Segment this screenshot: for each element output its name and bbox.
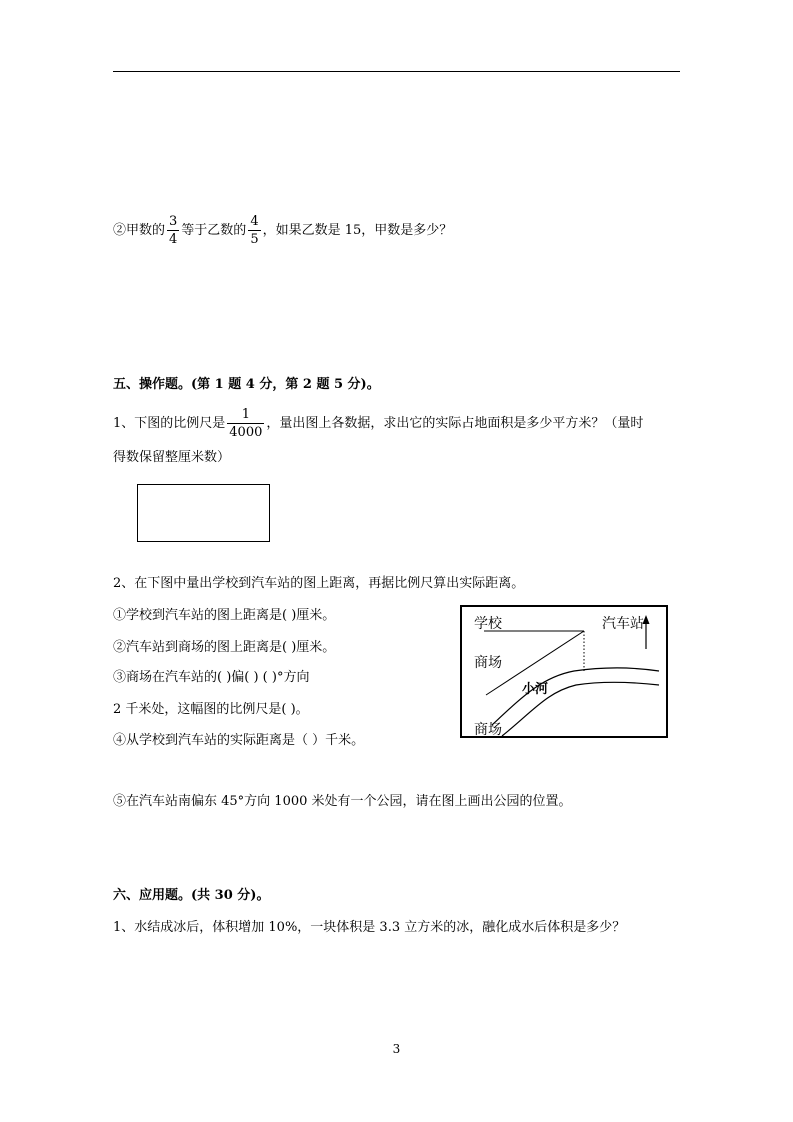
question-2 [113, 213, 452, 248]
problem-2-line-6: ⑤在汽车站南偏东 45°方向 1000 米处有一个公园，请在图上画出公园的位置。 [113, 794, 572, 809]
mall-bottom-label: 商场 [474, 722, 502, 736]
section-5-title: 五、操作题。(第 1 题 4 分，第 2 题 5 分)。 [113, 377, 380, 392]
fraction-numerator: 1 [241, 407, 250, 422]
problem-2-line-4: 2 千米处，这幅图的比例尺是( )。 [113, 702, 309, 717]
river-bank-upper [492, 668, 659, 725]
fraction-4-5 [248, 213, 260, 248]
section-5-problem-1-line2: 得数保留整厘米数） [113, 450, 231, 465]
section-5-problem-1 [113, 406, 643, 441]
section-6-title: 六、应用题。(共 30 分)。 [113, 888, 270, 903]
problem-2-line-3: ③商场在汽车站的( )偏( ) ( )°方向 [113, 670, 310, 685]
fraction-numerator: 3 [169, 214, 178, 229]
page-number: 3 [392, 1042, 401, 1056]
fraction-denominator: 5 [250, 232, 259, 247]
fraction-denominator: 4 [169, 232, 178, 247]
header-rule [113, 71, 680, 72]
bus-station-label: 汽车站 [602, 616, 644, 632]
q2-mid: 等于乙数的 [181, 223, 247, 238]
problem-2-line-5: ④从学校到汽车站的实际距离是（ ）千米。 [113, 733, 365, 748]
fraction-numerator: 4 [250, 214, 259, 229]
q2-prefix: ②甲数的 [113, 223, 166, 238]
school-label: 学校 [474, 616, 502, 632]
section-6-problem-1: 1、水结成冰后，体积增加 10%，一块体积是 3.3 立方米的冰，融化成水后体积是多少？ [113, 920, 626, 935]
problem-2-line-2: ②汽车站到商场的图上距离是( )厘米。 [113, 640, 336, 655]
problem-2-line-1: ①学校到汽车站的图上距离是( )厘米。 [113, 608, 336, 623]
map-svg [462, 607, 666, 736]
p1-prefix: 1、下图的比例尺是 [113, 416, 226, 431]
p1-suffix: ，量出图上各数据，求出它的实际占地面积是多少平方米？（量时 [266, 416, 644, 431]
scale-fraction [227, 406, 264, 441]
fraction-denominator: 4000 [229, 425, 263, 440]
q2-suffix: ，如果乙数是 15，甲数是多少？ [262, 223, 453, 238]
river-label: 小河 [522, 682, 549, 697]
section-5-problem-2-intro: 2、在下图中量出学校到汽车站的图上距离，再据比例尺算出实际距离。 [113, 576, 525, 591]
mall-label: 商场 [474, 655, 502, 671]
measure-rectangle [137, 484, 270, 542]
fraction-3-4 [167, 213, 179, 248]
map-diagram [460, 605, 668, 738]
